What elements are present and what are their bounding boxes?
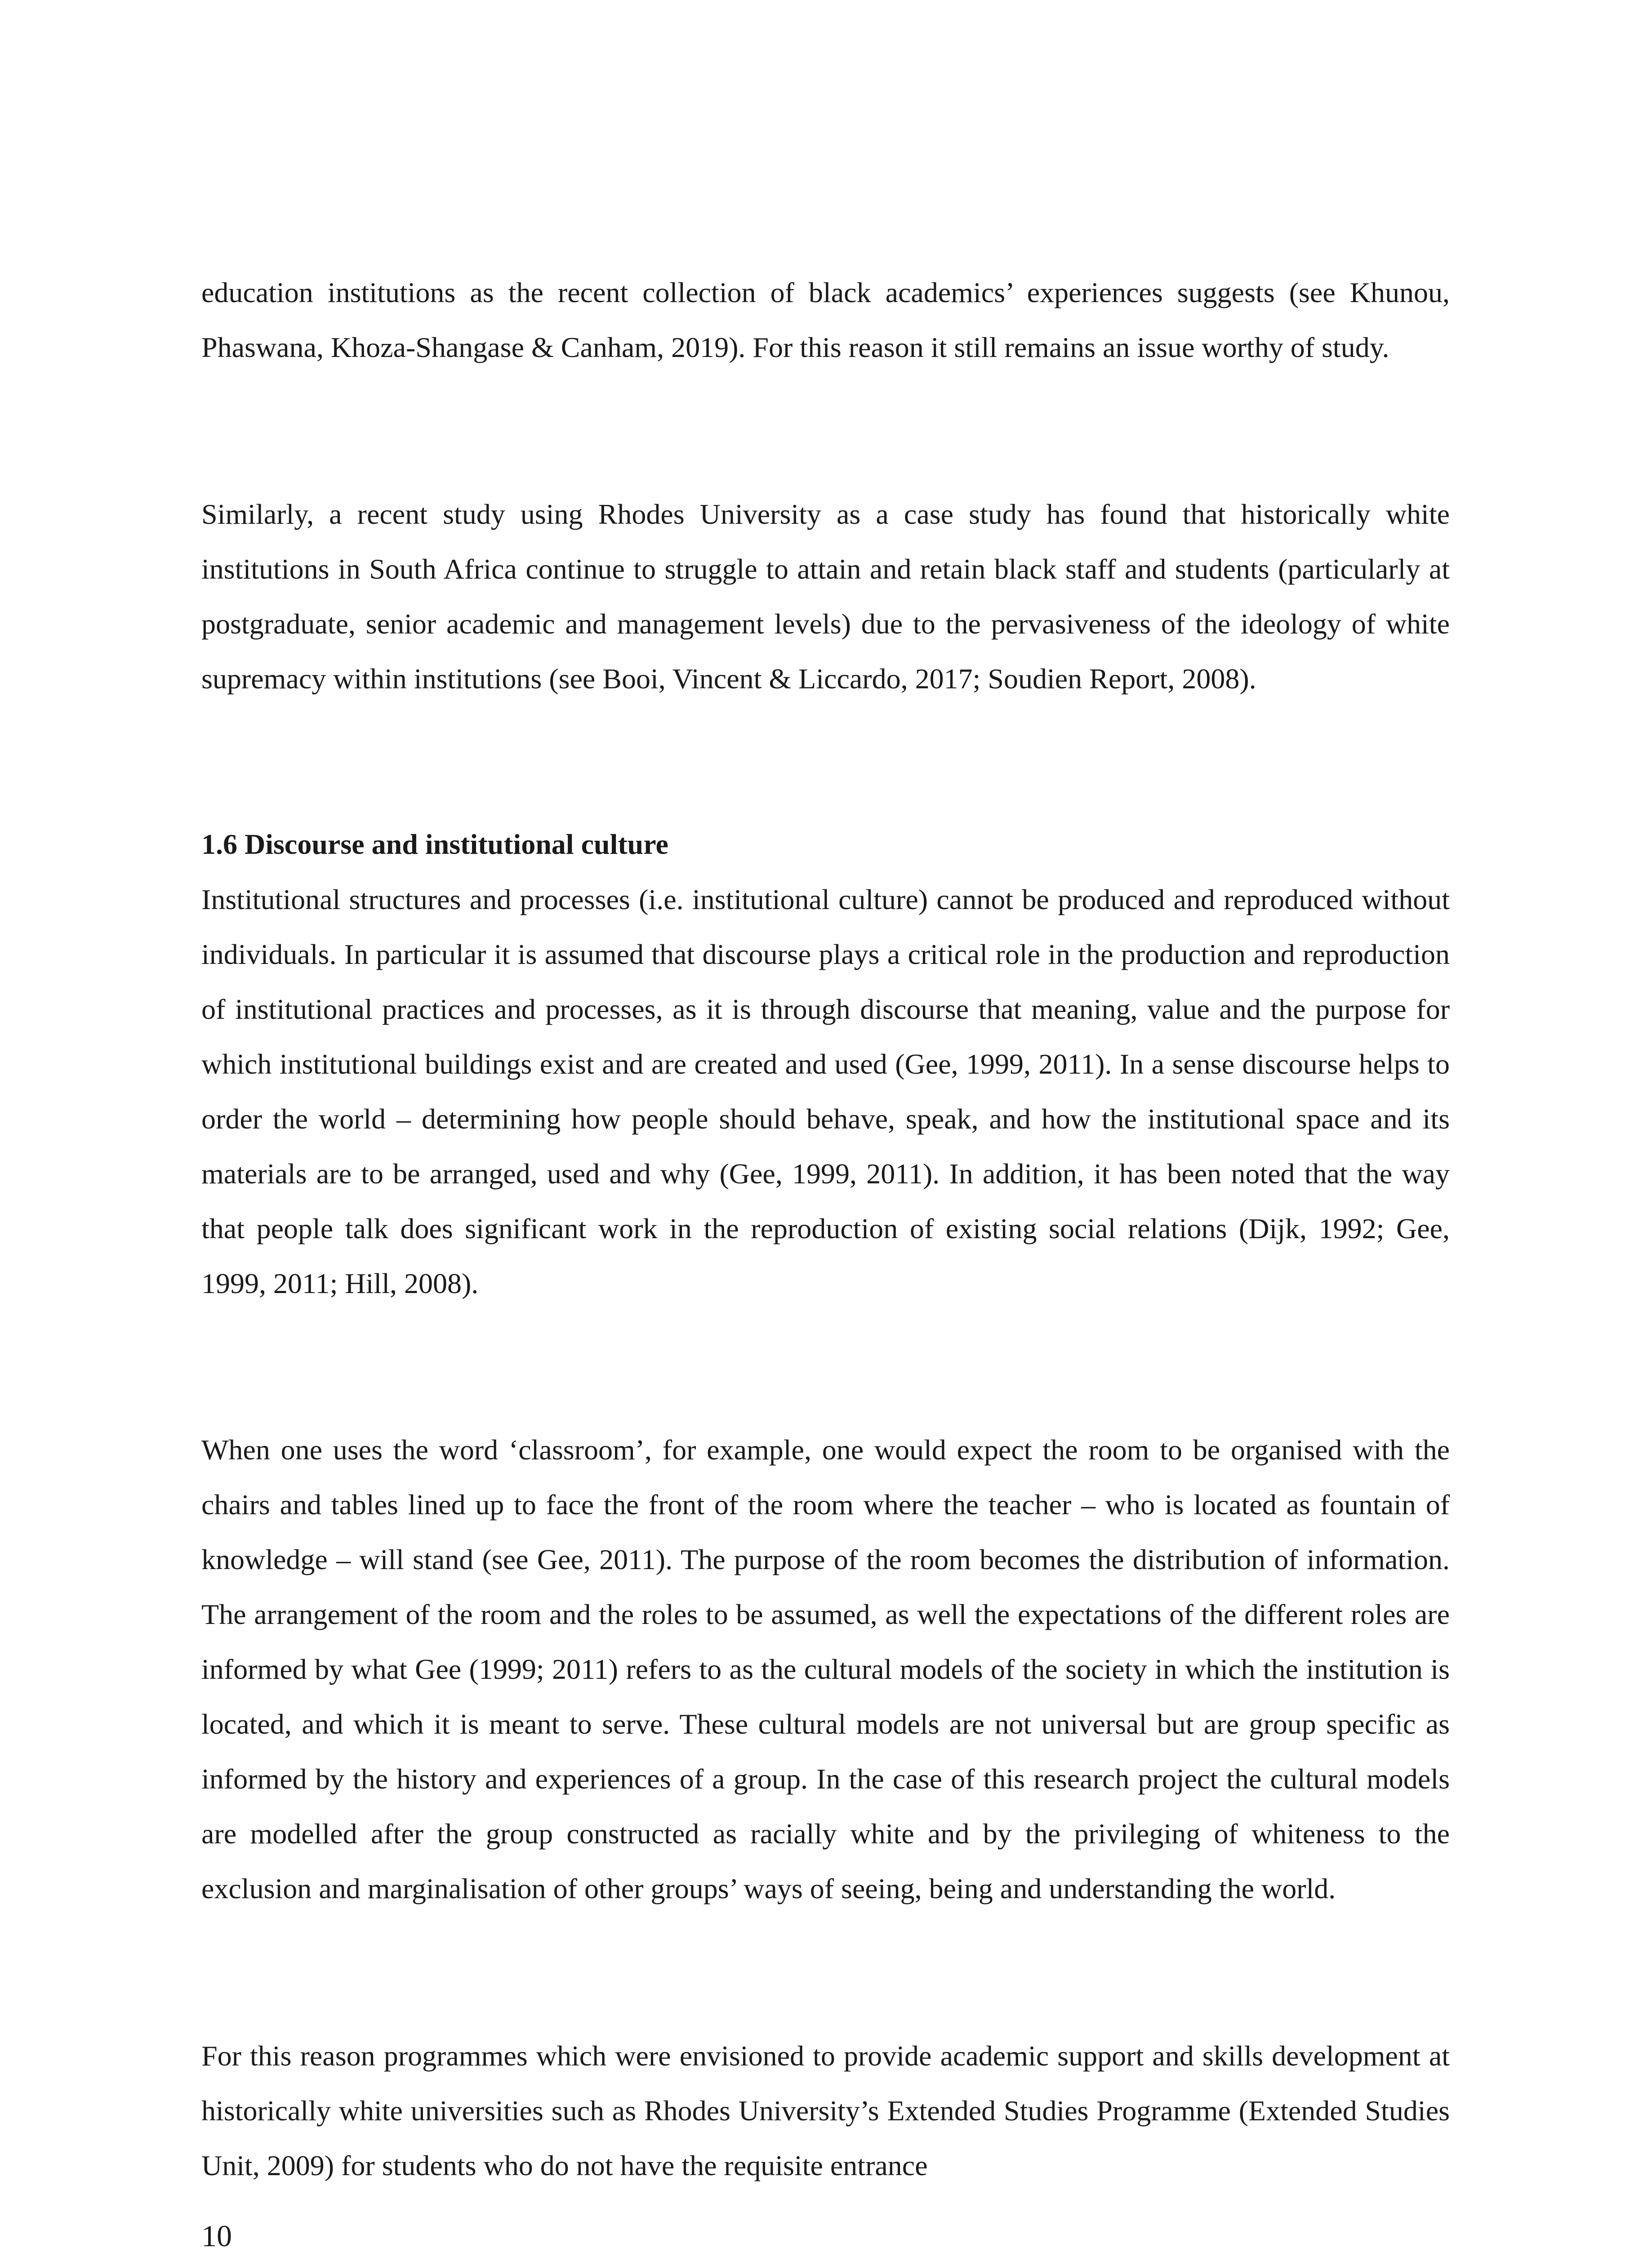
- paragraph-continuation: education institutions as the recent collection of black academics’ experiences suggests (see Khunou, Phaswana, Khoza-Shangase & Canham, 2019). For this reason it still remains an issue worthy of study.: [201, 277, 1450, 363]
- paragraph-discourse: Institutional structures and processes (i.e. institutional culture) cannot be produced and reproduced without individuals. In particular it is assumed that discourse plays a critical role in the production and reproduction of institutional practices and processes, as it is through discourse that meaning, value and the purpose for which institutional buildings exist and are created and used (Gee, 1999, 2011). In a sense discourse helps to order the world – determining how people should behave, speak, and how the institutional space and its materials are to be arranged, used and why (Gee, 1999, 2011). In addition, it has been noted that the way that people talk does significant work in the reproduction of existing social relations (Dijk, 1992; Gee, 1999, 2011; Hill, 2008).: [201, 883, 1450, 1299]
- paragraph-classroom: When one uses the word ‘classroom’, for example, one would expect the room to be organised with the chairs and tables lined up to face the front of the room where the teacher – who is located as fountain of knowledge – will stand (see Gee, 2011). The purpose of the room becomes the distribution of information. The arrangement of the room and the roles to be assumed, as well the expectations of the different roles are informed by what Gee (1999; 2011) refers to as the cultural models of the society in which the institution is located, and which it is meant to serve. These cultural models are not universal but are group specific as informed by the history and experiences of a group. In the case of this research project the cultural models are modelled after the group constructed as racially white and by the privileging of whiteness to the exclusion and marginalisation of other groups’ ways of seeing, being and understanding the world.: [201, 1434, 1450, 1905]
- paragraph-extended-studies: For this reason programmes which were envisioned to provide academic support and skills development at historically white universities such as Rhodes University’s Extended Studies Programme (Extended Studies Unit, 2009) for students who do not have the requisite entrance: [201, 2040, 1450, 2181]
- section-heading: 1.6 Discourse and institutional culture: [201, 828, 668, 860]
- paragraph-rhodes-study: Similarly, a recent study using Rhodes University as a case study has found that historically white institutions in South Africa continue to struggle to attain and retain black staff and students (particularly at postgraduate, senior academic and management levels) due to the pervasiveness of the ideology of white supremacy within institutions (see Booi, Vincent & Liccardo, 2017; Soudien Report, 2008).: [201, 498, 1450, 695]
- page-number: 10: [201, 2219, 232, 2248]
